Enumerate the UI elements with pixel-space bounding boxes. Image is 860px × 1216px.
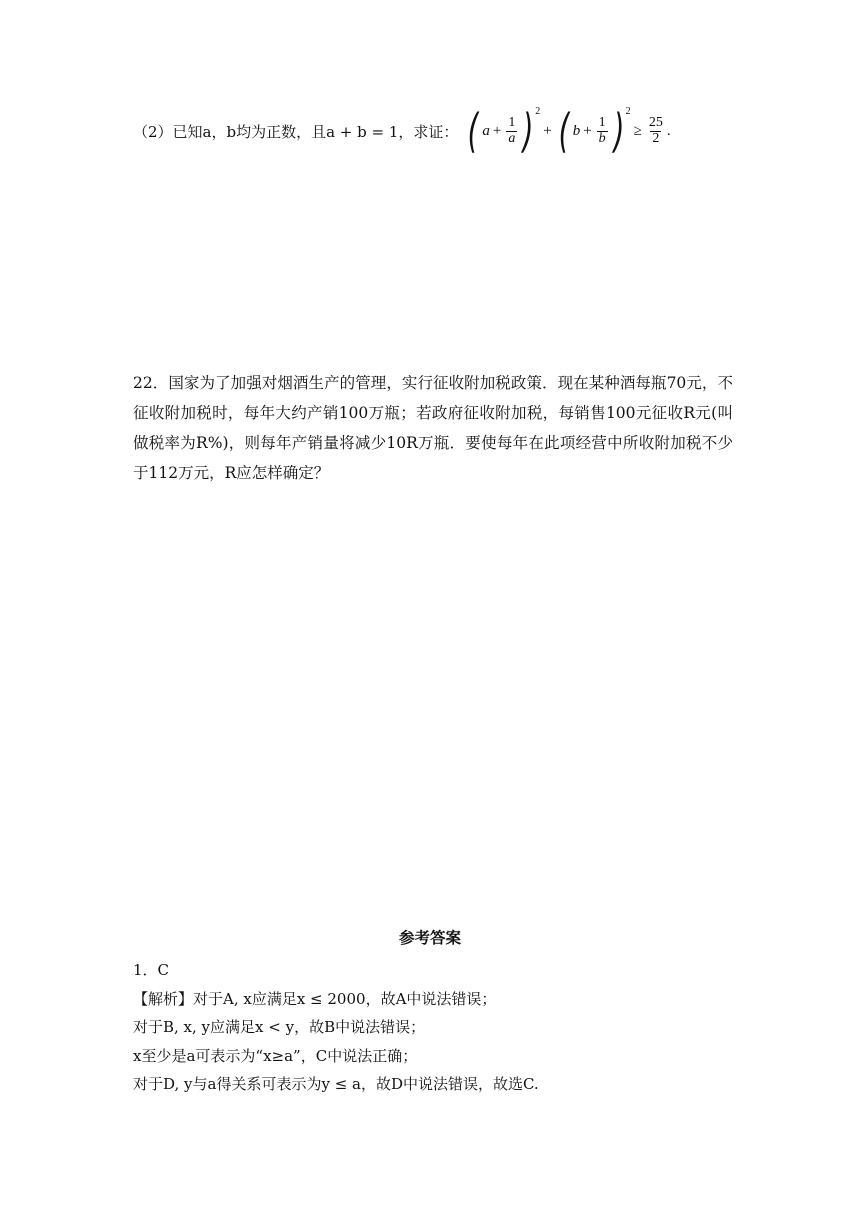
answers-heading: 参考答案 [398, 929, 461, 947]
left-paren: ( [467, 104, 479, 158]
answer-line: 对于B, x, y应满足x < y，故B中说法错误； [133, 1018, 426, 1036]
fraction-denominator: 2 [652, 130, 660, 146]
fraction-numerator: 1 [508, 114, 516, 130]
plus-sign: + [583, 122, 592, 139]
plus-sign: + [543, 122, 552, 139]
fraction-25-over-2 [647, 116, 665, 146]
answer-section [133, 956, 539, 1099]
period: . [666, 122, 671, 139]
fraction-numerator: 1 [598, 114, 606, 130]
answer-line: x至少是a可表示为“x≥a”，C中说法正确； [133, 1046, 418, 1065]
right-paren: ) [522, 104, 534, 158]
square-exponent: 2 [625, 105, 631, 117]
question-22: 22．国家为了加强对烟酒生产的管理，实行征收附加税政策．现在某种酒每瓶70元，不征收附加税时，每年大约产销100万瓶；若政府征收附加税，每销售100元征收R元(叫做税率为R%)，则每年产销量将减少10R万瓶．要使每年在此项经营中所收附加税不少于112万元，R应怎样确定？ [133, 374, 733, 482]
geq-sign: ≥ [633, 122, 642, 139]
left-paren: ( [558, 104, 570, 158]
var-b: b [572, 122, 581, 139]
var-a: a [482, 122, 490, 139]
right-paren: ) [613, 104, 625, 158]
answer-line: 【解析】对于A, x应满足x ≤ 2000，故A中说法错误； [133, 989, 497, 1008]
fraction-numerator: 25 [648, 114, 663, 130]
square-exponent: 2 [535, 105, 541, 117]
fraction-denominator: b [598, 130, 606, 146]
inequality-expression [464, 104, 671, 158]
fraction-denominator: a [508, 130, 516, 146]
fraction-1-over-b [597, 116, 608, 146]
plus-sign: + [492, 122, 502, 139]
problem-part-2 [133, 104, 671, 158]
answer-line: 1．C [133, 961, 170, 979]
fraction-1-over-a [506, 116, 517, 146]
part2-intro: （2）已知a，b均为正数，且a + b = 1，求证： [133, 122, 459, 141]
answer-line: 对于D, y与a得关系可表示为y ≤ a，故D中说法错误，故选C. [133, 1075, 539, 1093]
